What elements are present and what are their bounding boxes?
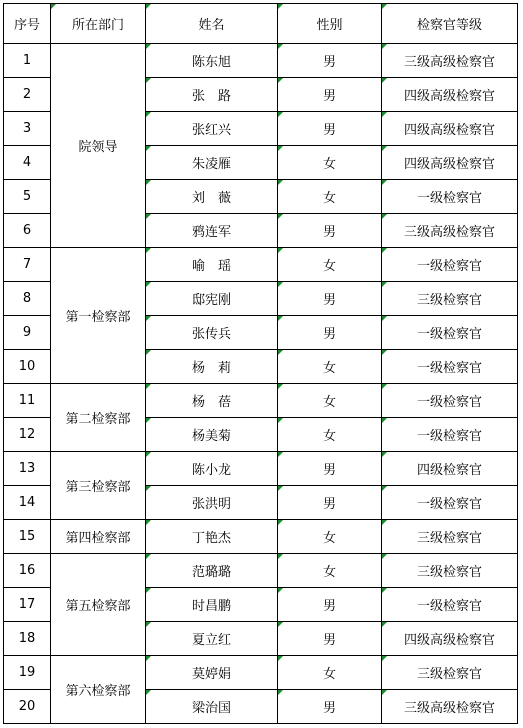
serial-number-cell: 9 <box>4 316 51 350</box>
level-cell: 四级高级检察官 <box>382 622 518 656</box>
level-cell: 一级检察官 <box>382 316 518 350</box>
table-body <box>4 44 518 724</box>
header-name: 姓名 <box>146 4 278 44</box>
header-gender: 性别 <box>278 4 382 44</box>
gender-cell: 女 <box>278 656 382 690</box>
gender-cell: 男 <box>278 44 382 78</box>
table-row <box>4 554 518 588</box>
name-cell: 夏立红 <box>146 622 278 656</box>
gender-cell: 男 <box>278 316 382 350</box>
level-cell: 一级检察官 <box>382 384 518 418</box>
table-row <box>4 452 518 486</box>
gender-cell: 男 <box>278 112 382 146</box>
level-cell: 三级高级检察官 <box>382 44 518 78</box>
level-cell: 四级检察官 <box>382 452 518 486</box>
serial-number-cell: 12 <box>4 418 51 452</box>
gender-cell: 男 <box>278 78 382 112</box>
prosecutor-table <box>3 3 518 724</box>
name-cell: 陈小龙 <box>146 452 278 486</box>
level-cell: 一级检察官 <box>382 588 518 622</box>
name-cell: 张洪明 <box>146 486 278 520</box>
name-cell: 杨 蓓 <box>146 384 278 418</box>
gender-cell: 女 <box>278 350 382 384</box>
level-cell: 一级检察官 <box>382 180 518 214</box>
department-cell: 第四检察部 <box>51 520 146 554</box>
serial-number-cell: 3 <box>4 112 51 146</box>
department-cell: 第五检察部 <box>51 554 146 656</box>
name-cell: 张传兵 <box>146 316 278 350</box>
serial-number-cell: 10 <box>4 350 51 384</box>
department-cell: 第一检察部 <box>51 248 146 384</box>
gender-cell: 女 <box>278 520 382 554</box>
table-row <box>4 656 518 690</box>
name-cell: 时昌鹏 <box>146 588 278 622</box>
table-header-row <box>4 4 518 44</box>
serial-number-cell: 14 <box>4 486 51 520</box>
name-cell: 张 路 <box>146 78 278 112</box>
name-cell: 杨美菊 <box>146 418 278 452</box>
gender-cell: 男 <box>278 282 382 316</box>
serial-number-cell: 8 <box>4 282 51 316</box>
level-cell: 四级高级检察官 <box>382 146 518 180</box>
name-cell: 莫婷娟 <box>146 656 278 690</box>
name-cell: 朱凌雁 <box>146 146 278 180</box>
name-cell: 刘 薇 <box>146 180 278 214</box>
level-cell: 四级高级检察官 <box>382 78 518 112</box>
name-cell: 陈东旭 <box>146 44 278 78</box>
level-cell: 一级检察官 <box>382 350 518 384</box>
table-row <box>4 248 518 282</box>
serial-number-cell: 5 <box>4 180 51 214</box>
gender-cell: 男 <box>278 452 382 486</box>
serial-number-cell: 4 <box>4 146 51 180</box>
name-cell: 喻 瑶 <box>146 248 278 282</box>
gender-cell: 女 <box>278 248 382 282</box>
department-cell: 院领导 <box>51 44 146 248</box>
name-cell: 范璐璐 <box>146 554 278 588</box>
level-cell: 三级高级检察官 <box>382 214 518 248</box>
serial-number-cell: 2 <box>4 78 51 112</box>
department-cell: 第六检察部 <box>51 656 146 724</box>
table-row <box>4 384 518 418</box>
gender-cell: 女 <box>278 146 382 180</box>
name-cell: 丁艳杰 <box>146 520 278 554</box>
level-cell: 一级检察官 <box>382 418 518 452</box>
serial-number-cell: 17 <box>4 588 51 622</box>
level-cell: 三级高级检察官 <box>382 690 518 724</box>
level-cell: 三级检察官 <box>382 554 518 588</box>
serial-number-cell: 15 <box>4 520 51 554</box>
gender-cell: 男 <box>278 622 382 656</box>
serial-number-cell: 13 <box>4 452 51 486</box>
department-cell: 第三检察部 <box>51 452 146 520</box>
serial-number-cell: 20 <box>4 690 51 724</box>
gender-cell: 男 <box>278 486 382 520</box>
header-department: 所在部门 <box>51 4 146 44</box>
name-cell: 杨 莉 <box>146 350 278 384</box>
gender-cell: 男 <box>278 214 382 248</box>
serial-number-cell: 11 <box>4 384 51 418</box>
gender-cell: 女 <box>278 554 382 588</box>
header-serial-number: 序号 <box>4 4 51 44</box>
serial-number-cell: 7 <box>4 248 51 282</box>
name-cell: 邸宪刚 <box>146 282 278 316</box>
gender-cell: 女 <box>278 180 382 214</box>
header-prosecutor-level: 检察官等级 <box>382 4 518 44</box>
gender-cell: 女 <box>278 418 382 452</box>
gender-cell: 男 <box>278 690 382 724</box>
name-cell: 鸦连军 <box>146 214 278 248</box>
serial-number-cell: 18 <box>4 622 51 656</box>
gender-cell: 男 <box>278 588 382 622</box>
level-cell: 一级检察官 <box>382 486 518 520</box>
name-cell: 张红兴 <box>146 112 278 146</box>
gender-cell: 女 <box>278 384 382 418</box>
level-cell: 三级检察官 <box>382 656 518 690</box>
serial-number-cell: 6 <box>4 214 51 248</box>
serial-number-cell: 1 <box>4 44 51 78</box>
table-row <box>4 44 518 78</box>
name-cell: 梁治国 <box>146 690 278 724</box>
level-cell: 三级检察官 <box>382 282 518 316</box>
level-cell: 三级检察官 <box>382 520 518 554</box>
level-cell: 四级高级检察官 <box>382 112 518 146</box>
department-cell: 第二检察部 <box>51 384 146 452</box>
level-cell: 一级检察官 <box>382 248 518 282</box>
serial-number-cell: 16 <box>4 554 51 588</box>
serial-number-cell: 19 <box>4 656 51 690</box>
table-row <box>4 520 518 554</box>
